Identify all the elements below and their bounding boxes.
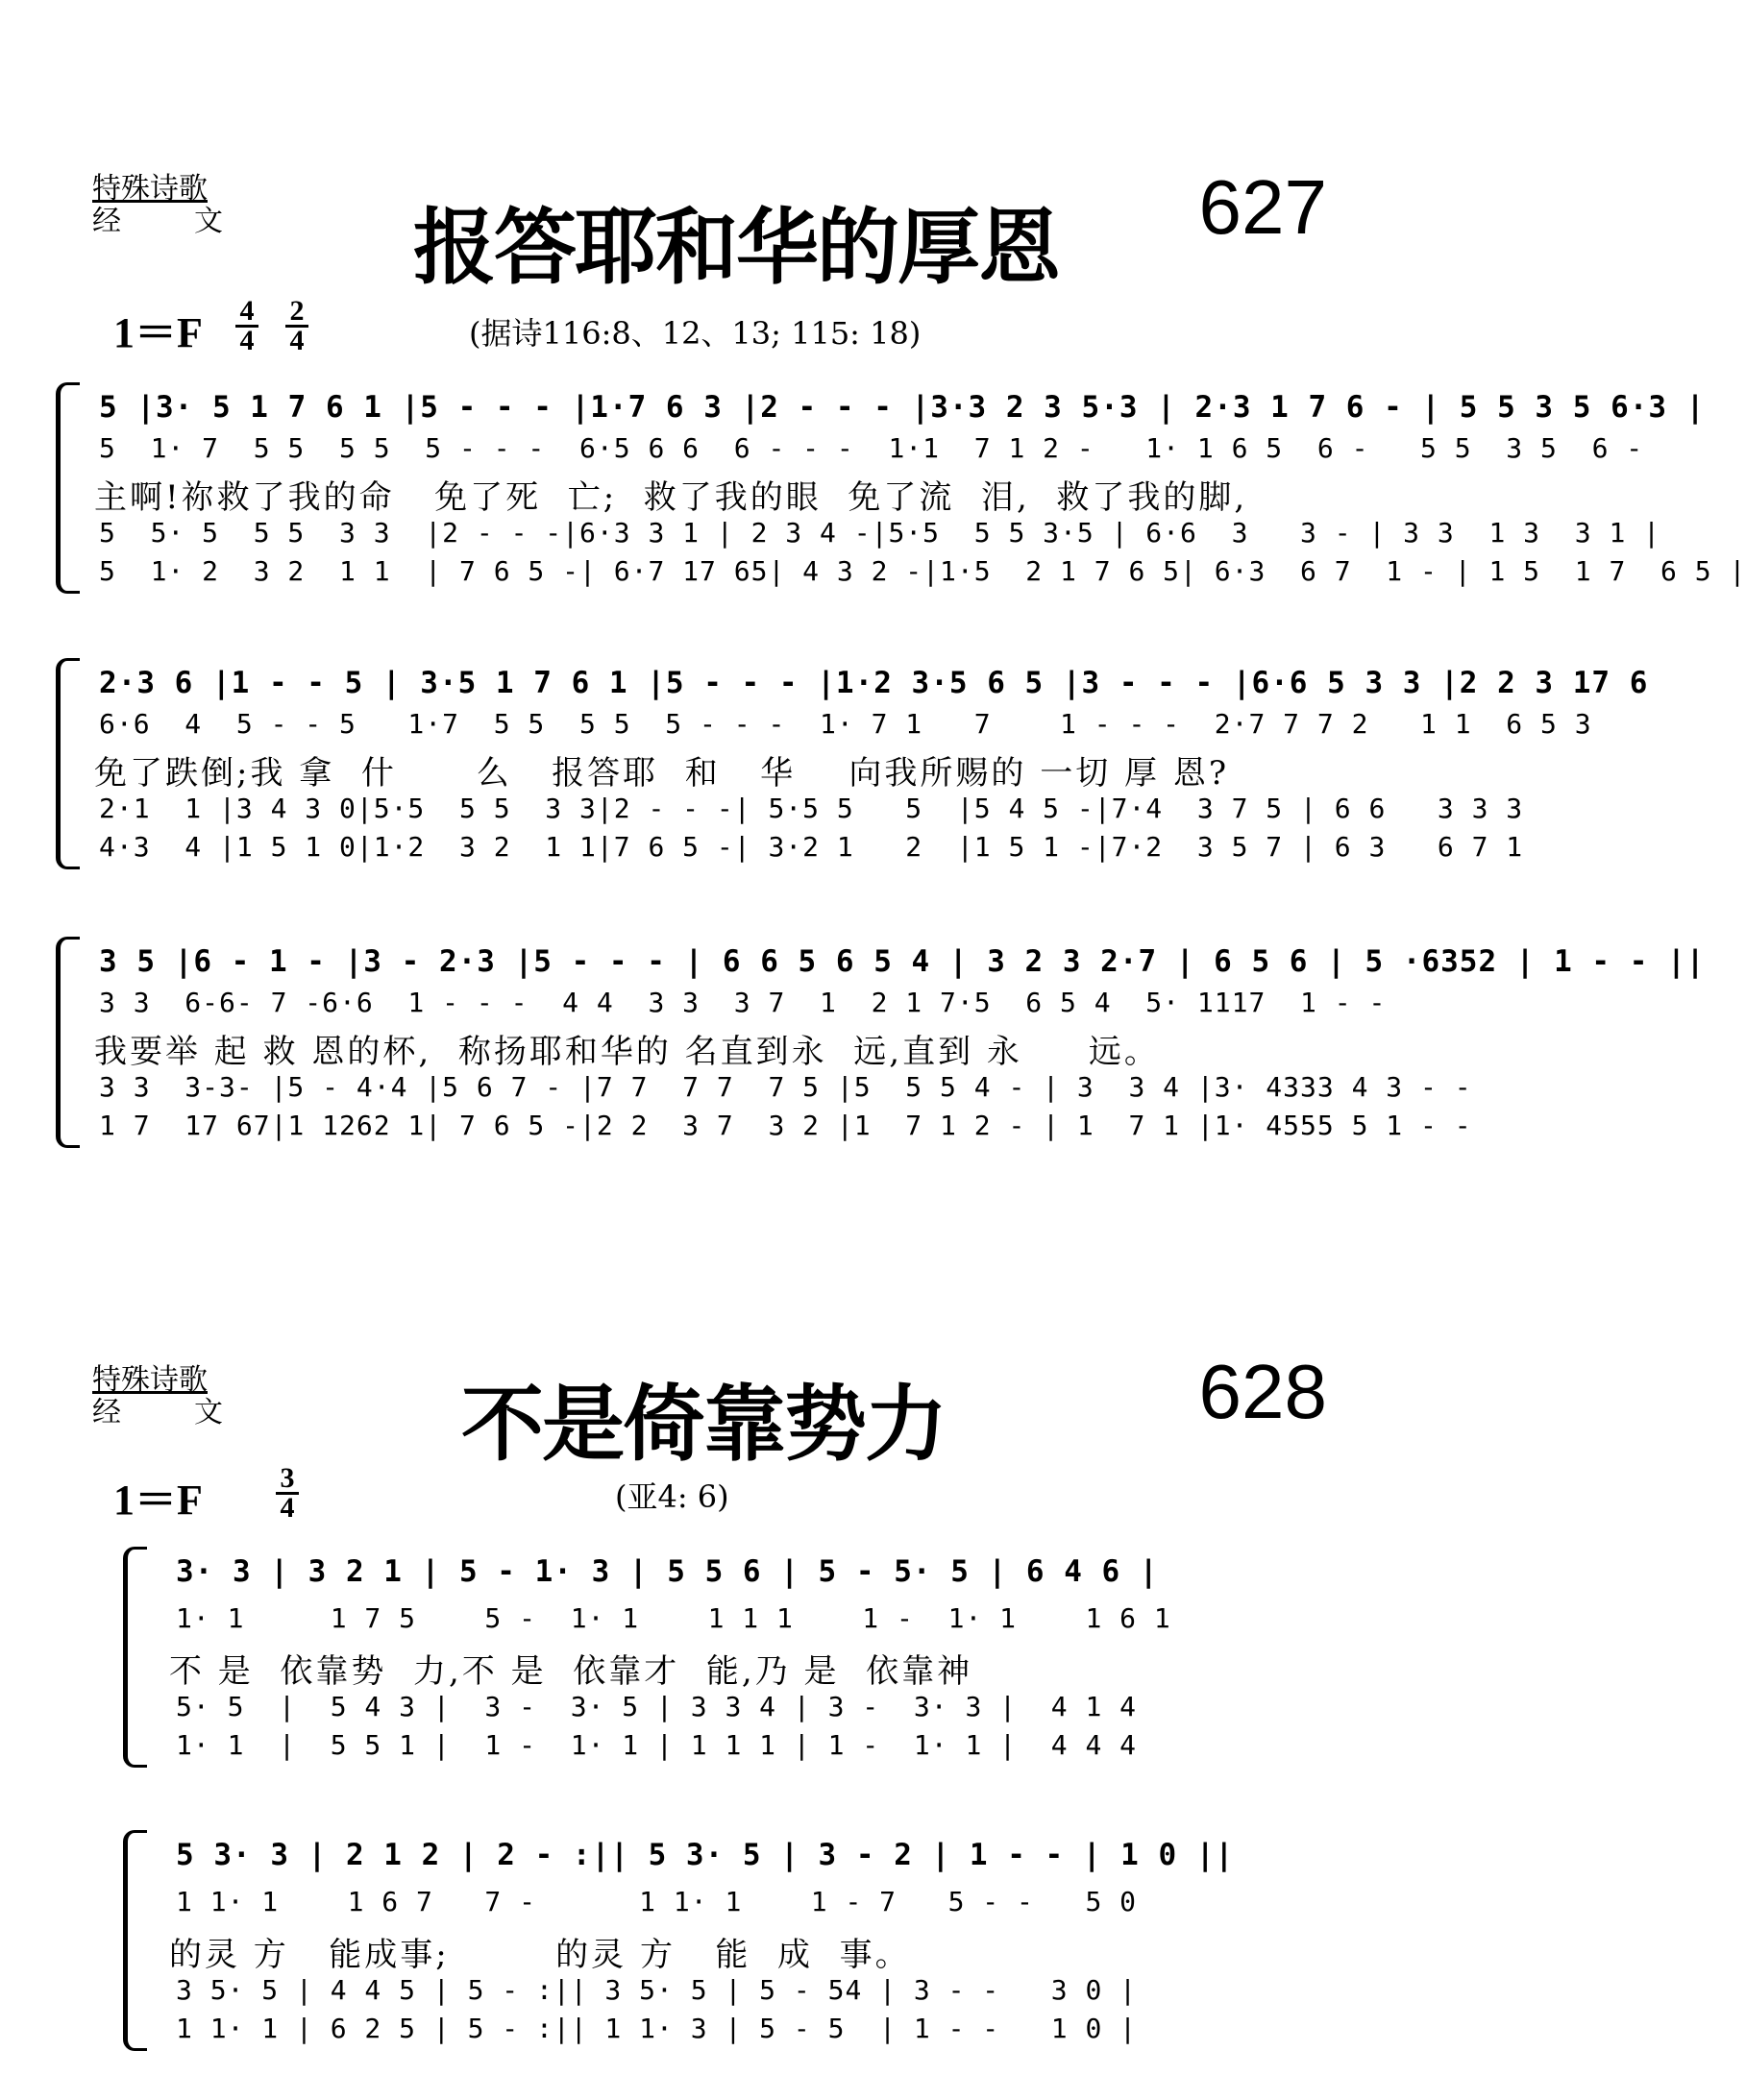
category-label <box>92 1364 227 1429</box>
time-signature-a: 3 4 <box>276 1465 299 1522</box>
category-line2: 经 文 <box>92 1396 227 1429</box>
scripture-source: (据诗116:8、12、13; 115: 18) <box>469 315 922 352</box>
category-line1: 特殊诗歌 <box>92 172 208 206</box>
system-brace <box>123 1830 147 2051</box>
lyrics-line: 的灵 方 能成事; 的灵 方 能 成 事。 <box>169 1936 911 1974</box>
song-title: 不是倚靠势力 <box>461 1377 946 1473</box>
system-brace <box>123 1547 147 1768</box>
bass-line: 1· 1 | 5 5 1 | 1 - 1· 1 | 1 1 1 | 1 - 1· 1 | 4 4 4 <box>176 1729 1138 1761</box>
melody-line: 5 3· 3 | 2 1 2 | 2 - :|| 5 3· 5 | 3 - 2 | 1 - - | 1 0 || <box>176 1838 1235 1872</box>
melody-line: 3 5 |6 - 1 - |3 - 2·3 |5 - - - | 6 6 5 6 5 4 | 3 2 3 2·7 | 6 5 6 | 5 ·6352 | 1 - - || <box>99 944 1706 979</box>
alto-line: 3 3 6-6- 7 -6·6 1 - - - 4 4 3 3 3 7 1 2 1 7·5 6 5 4 5· 1117 1 - - <box>99 987 1387 1018</box>
score-system <box>123 1547 1276 1768</box>
lyrics-line: 免了跌倒;我 拿 什 么 报答耶 和 华 向我所赐的 一切 厚 恩? <box>94 754 1230 793</box>
alto-line: 1· 1 1 7 5 5 - 1· 1 1 1 1 1 - 1· 1 1 6 1 <box>176 1602 1171 1634</box>
bass-line: 1 1· 1 | 6 2 5 | 5 - :|| 1 1· 3 | 5 - 5 | 1 - - 1 0 | <box>176 2013 1138 2044</box>
tenor-line: 5· 5 | 5 4 3 | 3 - 3· 5 | 3 3 4 | 3 - 3· 3 | 4 1 4 <box>176 1691 1138 1722</box>
song-627 <box>0 144 1746 1153</box>
scripture-source: (亚4: 6) <box>615 1478 729 1515</box>
bass-line: 1 7 17 67|1 1262 1| 7 6 5 -|2 2 3 7 3 2 |1 7 1 2 - | 1 7 1 |1· 4555 5 1 - - <box>99 1110 1472 1141</box>
alto-line: 5 1· 7 5 5 5 5 5 - - - 6·5 6 6 6 - - - 1·1 7 1 2 - 1· 1 6 5 6 - 5 5 3 5 6 - <box>99 432 1644 464</box>
melody-line: 5 |3· 5 1 7 6 1 |5 - - - |1·7 6 3 |2 - - - |3·3 2 3 5·3 | 2·3 1 7 6 - | 5 5 3 5 6·3 | <box>99 390 1706 425</box>
system-brace <box>56 937 80 1148</box>
bass-line: 5 1· 2 3 2 1 1 | 7 6 5 -| 6·7 17 65| 4 3 2 -|1·5 2 1 7 6 5| 6·3 6 7 1 - | 1 5 1 7 6 5 | <box>99 555 1746 587</box>
category-line1: 特殊诗歌 <box>92 1363 208 1397</box>
tenor-line: 5 5· 5 5 5 3 3 |2 - - -|6·3 3 1 | 2 3 4 -|5·5 5 5 3·5 | 6·6 3 3 - | 3 3 1 3 3 1 | <box>99 517 1661 549</box>
key-signature: 1＝F <box>113 309 203 356</box>
category-line2: 经 文 <box>92 205 227 238</box>
song-number: 627 <box>1198 164 1327 250</box>
category-label <box>92 173 227 238</box>
system-brace <box>56 382 80 594</box>
time-signature-b: 2 4 <box>285 298 308 354</box>
song-628 <box>0 1331 1419 2089</box>
score-system <box>56 658 1649 869</box>
tenor-line: 2·1 1 |3 4 3 0|5·5 5 5 3 3|2 - - -| 5·5 5 5 |5 4 5 -|7·4 3 7 5 | 6 6 3 3 3 <box>99 793 1524 824</box>
system-brace <box>56 658 80 869</box>
bass-line: 4·3 4 |1 5 1 0|1·2 3 2 1 1|7 6 5 -| 3·2 1 2 |1 5 1 -|7·2 3 5 7 | 6 3 6 7 1 <box>99 831 1524 863</box>
lyrics-line: 不 是 依靠势 力,不 是 依靠才 能,乃 是 依靠神 <box>169 1652 973 1691</box>
score-system <box>56 382 1746 594</box>
song-title: 报答耶和华的厚恩 <box>413 200 1059 296</box>
melody-line: 3· 3 | 3 2 1 | 5 - 1· 3 | 5 5 6 | 5 - 5· 5 | 6 4 6 | <box>176 1554 1159 1589</box>
score-system <box>123 1830 1276 2051</box>
score-system <box>56 937 1706 1148</box>
lyrics-line: 主啊!祢救了我的命 免了死 亡; 救了我的眼 免了流 泪, 救了我的脚, <box>94 478 1248 517</box>
tenor-line: 3 3 3-3- |5 - 4·4 |5 6 7 - |7 7 7 7 7 5 |5 5 5 4 - | 3 3 4 |3· 4333 4 3 - - <box>99 1071 1472 1103</box>
lyrics-line: 我要举 起 救 恩的杯, 称扬耶和华的 名直到永 远,直到 永 远。 <box>94 1033 1160 1071</box>
tenor-line: 3 5· 5 | 4 4 5 | 5 - :|| 3 5· 5 | 5 - 54 | 3 - - 3 0 | <box>176 1974 1138 2006</box>
song-number: 628 <box>1198 1349 1327 1434</box>
alto-line: 1 1· 1 1 6 7 7 - 1 1· 1 1 - 7 5 - - 5 0 <box>176 1886 1138 1917</box>
alto-line: 6·6 4 5 - - 5 1·7 5 5 5 5 5 - - - 1· 7 1 7 1 - - - 2·7 7 7 2 1 1 6 5 3 <box>99 708 1592 740</box>
time-signature-a: 4 4 <box>235 298 258 354</box>
melody-line: 2·3 6 |1 - - 5 | 3·5 1 7 6 1 |5 - - - |1·2 3·5 6 5 |3 - - - |6·6 5 3 3 |2 2 3 17 6 <box>99 666 1649 700</box>
key-signature: 1＝F <box>113 1477 203 1524</box>
